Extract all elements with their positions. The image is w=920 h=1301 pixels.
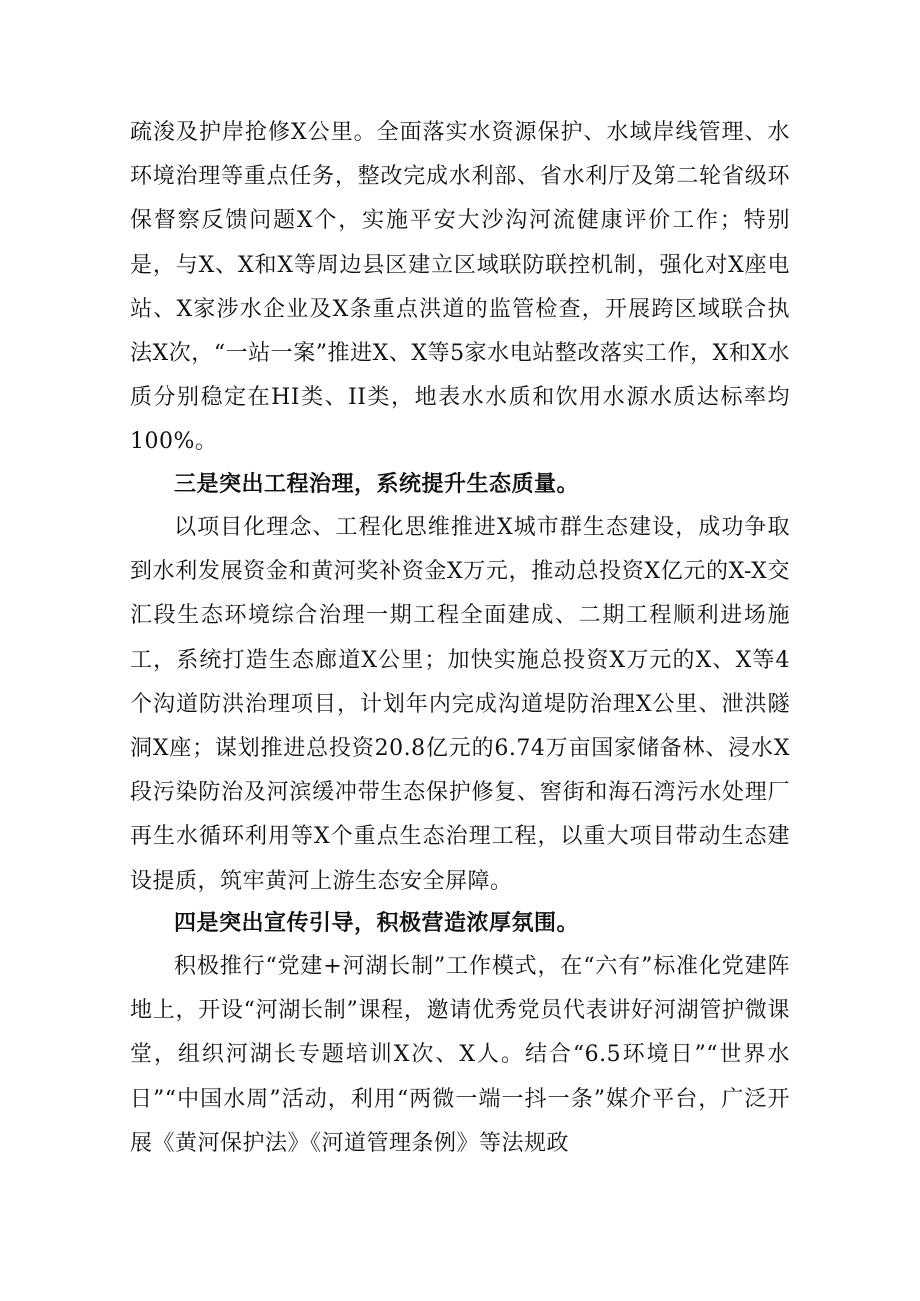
paragraph-engineering-governance: 以项目化理念、工程化思维推进X城市群生态建设，成功争取到水利发展资金和黄河奖补资金X万元，推动总投资X亿元的X-X交汇段生态环境综合治理一期工程全面建成、二期工程顺利进场施工，系统打造生态廊道X公里；加快实施总投资X万元的X、X等4个沟道防洪治理项目，计划年内完成沟道堤防治理X公里、泄洪隧洞X座；谋划推进总投资20.8亿元的6.74万亩国家储备林、浸水X段污染防治及河滨缓冲带生态保护修复、窖街和海石湾污水处理厂再生水循环利用等X个重点生态治理工程，以重大项目带动生态建设提质，筑牢黄河上游生态安全屏障。 [130,515,790,894]
paragraph-publicity-guidance: 积极推行“党建+河湖长制”工作模式，在“六有”标准化党建阵地上，开设“河湖长制”课程，邀请优秀党员代表讲好河湖管护微课堂，组织河湖长专题培训X次、X人。结合“6.5环境日”“世界水日”“中国水周”活动，利用“两微一端一抖一条”媒介平台，广泛开展《黄河保护法》《河道管理条例》等法规政 [130,954,790,1156]
heading-publicity-guidance: 四是突出宣传引导，积极营造浓厚氛围。 [174,910,580,936]
paragraph-water-protection: 疏浚及护岸抢修X公里。全面落实水资源保护、水域岸线管理、水环境治理等重点任务，整改完成水利部、省水利厅及第二轮省级环保督察反馈问题X个，实施平安大沙沟河流健康评价工作；特别是，与X、X和X等周边县区建立区域联防联控机制，强化对X座电站、X家涉水企业及X条重点洪道的监管检查，开展跨区域联合执法X次，“一站一案”推进X、X等5家水电站整改落实工作，X和X水质分别稳定在HI类、II类，地表水水质和饮用水源水质达标率均100%。 [130,120,790,455]
heading-engineering-governance: 三是突出工程治理，系统提升生态质量。 [174,471,580,497]
